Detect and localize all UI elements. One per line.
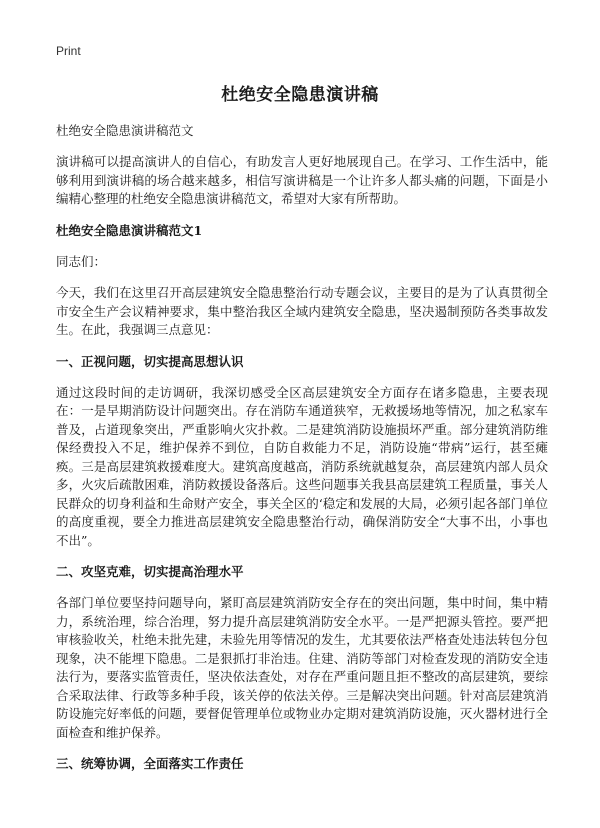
document-title: 杜绝安全隐患演讲稿 bbox=[221, 85, 379, 105]
point-heading-2: 二、攻坚克难，切实提高治理水平 bbox=[56, 564, 244, 579]
point-paragraph-2: 各部门单位要坚持问题导向，紧盯高层建筑消防安全存在的突出问题，集中时间，集中精力，系统治理，综合治理，努力提升高层建筑消防安全水平。一是严把源头管控。要严把审核验收关，杜绝未批先建，未验先用等情况的发生，尤其要依法严格查处违法转包分包现象，决不能埋下隐患。二是狠抓打非治违。住建、消防等部门对检查发现的消防安全违法行为，要落实监管责任，坚决依法查处，对存在严重问题且拒不整改的高层建筑，要综合采取法律、行政等多种手段，该关停的依法关停。三是解决突出问题。针对高层建筑消防设施完好率低的问题，要督促管理单位或物业办定期对建筑消防设施，灭火器材进行全面检查和维护保养。 bbox=[56, 595, 548, 740]
print-link[interactable]: Print bbox=[56, 44, 81, 58]
point-paragraph-1: 通过这段时间的走访调研，我深切感受全区高层建筑安全方面存在诸多隐患，主要表现在：一是早期消防设计问题突出。存在消防车通道狭窄，无救援场地等情况，加之私家车普及，占道现象突出，严重影响火灾扑救。二是建筑消防设施损坏严重。部分建筑消防维保经费投入不足，维护保养不到位，自防自救能力不足，消防设施“带病”运行，甚至瘫痪。三是高层建筑救援难度大。建筑高度越高，消防系统就越复杂，高层建筑内部人员众多，火灾后疏散困难，消防救援设备落后。这些问题事关我县高层建筑工程质量，事关人民群众的切身利益和生命财产安全，事关全区的‘稳定和发展的大局，必须引起各部门单位的高度重视，要全力推进高层建筑安全隐患整治行动，确保消防安全“大事不出，小事也不出”。 bbox=[56, 384, 548, 548]
document-content bbox=[56, 122, 548, 786]
section-heading: 杜绝安全隐患演讲稿范文1 bbox=[56, 222, 203, 238]
greeting-paragraph: 同志们： bbox=[56, 253, 107, 269]
document-subtitle: 杜绝安全隐患演讲稿范文 bbox=[56, 123, 194, 138]
point-heading-3: 三、统筹协调，全面落实工作责任 bbox=[56, 756, 244, 771]
point-heading-1: 一、正视问题，切实提高思想认识 bbox=[56, 353, 244, 369]
opening-paragraph: 今天，我们在这里召开高层建筑安全隐患整治行动专题会议，主要目的是为了认真贯彻全市安全生产会议精神要求，集中整治我区全域内建筑安全隐患，坚决遏制预防各类事故发生。在此，我强调三点意见： bbox=[56, 285, 548, 337]
intro-paragraph: 演讲稿可以提高演讲人的自信心，有助发言人更好地展现自己。在学习、工作生活中，能够利用到演讲稿的场合越来越多，相信写演讲稿是一个让许多人都头痛的问题，下面是小编精心整理的杜绝安全隐患演讲稿范文，希望对大家有所帮助。 bbox=[56, 154, 548, 206]
